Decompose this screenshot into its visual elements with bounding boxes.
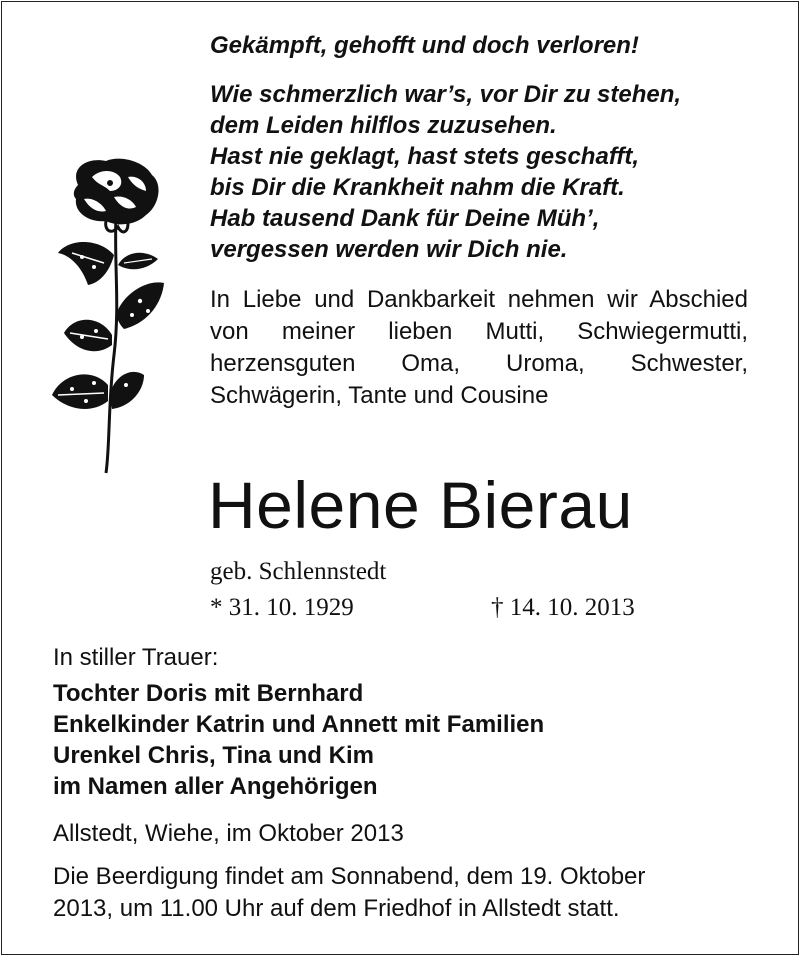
funeral-line: Die Beerdigung findet am Sonnabend, dem 19. Oktober — [53, 863, 646, 890]
deceased-name: Helene Bierau — [208, 468, 633, 542]
poem — [210, 79, 770, 265]
poem-line: Hab tausend Dank für Deine Müh’, — [210, 205, 600, 232]
mourners-list — [53, 678, 544, 802]
poem-line: Hast nie geklagt, hast stets geschafft, — [210, 143, 640, 170]
place-date: Allstedt, Wiehe, im Oktober 2013 — [53, 820, 404, 847]
rose-icon — [48, 155, 173, 475]
mourner-line: Urenkel Chris, Tina und Kim — [53, 742, 374, 769]
poem-line: Wie schmerzlich war’s, vor Dir zu stehen, — [210, 81, 682, 108]
poem-line: dem Leiden hilflos zuzusehen. — [210, 112, 557, 139]
mourner-line: Enkelkinder Katrin und Annett mit Familien — [53, 711, 545, 738]
mourner-line: Tochter Doris mit Bernhard — [53, 680, 364, 707]
poem-line: vergessen werden wir Dich nie. — [210, 236, 568, 263]
death-date: † 14. 10. 2013 — [491, 594, 635, 621]
mourning-label: In stiller Trauer: — [53, 644, 219, 671]
mourner-line: im Namen aller Angehörigen — [53, 773, 378, 800]
birth-date: * 31. 10. 1929 — [210, 594, 354, 621]
intro-text: In Liebe und Dankbarkeit nehmen wir Abschied von meiner lieben Mutti, Schwiegermutti, herzensguten Oma, Uroma, Schwester, Schwägerin, Tante und Cousine — [210, 286, 748, 409]
poem-title: Gekämpft, gehofft und doch verloren! — [210, 32, 639, 59]
birth-name: geb. Schlennstedt — [210, 558, 387, 585]
funeral-line: 2013, um 11.00 Uhr auf dem Friedhof in Allstedt statt. — [53, 895, 620, 922]
funeral-notice — [53, 861, 753, 925]
poem-line: bis Dir die Krankheit nahm die Kraft. — [210, 174, 625, 201]
